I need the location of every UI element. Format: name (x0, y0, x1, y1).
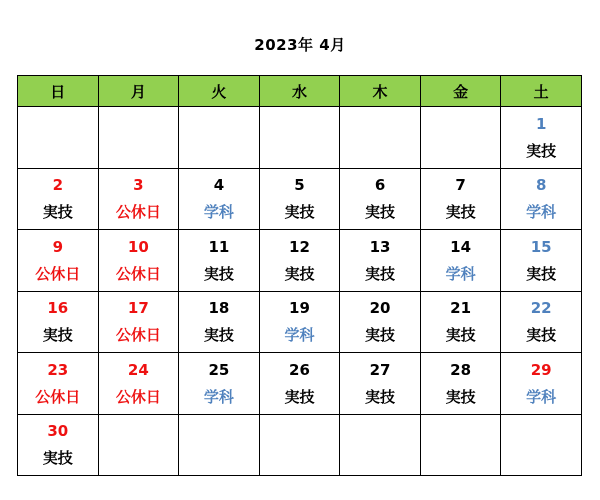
day-event: 学科 (526, 203, 557, 222)
day-event: 実技 (365, 326, 396, 345)
day-cell (340, 168, 421, 230)
day-cell-content (18, 176, 98, 221)
day-cell (179, 291, 260, 353)
day-number: 13 (369, 237, 391, 256)
day-cell (18, 353, 99, 415)
day-number: 2 (52, 176, 63, 195)
day-cell (98, 353, 179, 415)
day-cell-content (340, 299, 420, 344)
day-event: 実技 (284, 387, 315, 406)
day-cell (18, 230, 99, 292)
day-number: 21 (450, 299, 472, 318)
day-event: 実技 (203, 264, 234, 283)
day-event: 実技 (284, 264, 315, 283)
day-cell-content (501, 299, 581, 344)
day-event: 公休日 (115, 326, 161, 345)
weekday-header-sun: 日 (18, 76, 99, 107)
day-cell-content (501, 115, 581, 160)
day-cell (179, 168, 260, 230)
day-cell (18, 291, 99, 353)
weekday-header-fri: 金 (420, 76, 501, 107)
day-cell (340, 230, 421, 292)
empty-day-cell (259, 414, 340, 476)
day-cell (501, 230, 582, 292)
day-event: 実技 (365, 387, 396, 406)
day-number: 6 (374, 176, 386, 195)
day-cell-content (260, 299, 340, 344)
calendar-table (17, 75, 582, 476)
day-event: 学科 (203, 387, 234, 406)
day-number: 29 (530, 360, 552, 379)
day-cell-content (340, 361, 420, 406)
day-event: 実技 (445, 326, 476, 345)
day-event: 実技 (445, 387, 476, 406)
day-cell-content (18, 422, 98, 467)
week-row (18, 414, 582, 476)
day-event: 実技 (526, 141, 557, 160)
day-cell (420, 353, 501, 415)
day-cell-content (501, 176, 581, 221)
day-cell (501, 168, 582, 230)
day-cell-content (179, 299, 259, 344)
day-number: 3 (133, 176, 144, 195)
day-cell (98, 291, 179, 353)
day-number: 20 (369, 299, 391, 318)
day-event: 公休日 (115, 387, 161, 406)
day-event: 公休日 (115, 203, 161, 222)
day-cell (420, 168, 501, 230)
day-cell-content (99, 238, 179, 283)
day-cell (501, 291, 582, 353)
week-row (18, 168, 582, 230)
day-number: 25 (208, 360, 230, 379)
day-cell (420, 230, 501, 292)
day-cell (179, 230, 260, 292)
day-number: 18 (208, 299, 230, 318)
day-number: 17 (127, 299, 149, 318)
day-cell-content (179, 361, 259, 406)
day-cell-content (421, 238, 501, 283)
weekday-header-mon: 月 (98, 76, 179, 107)
day-event: 公休日 (115, 264, 161, 283)
day-cell-content (99, 176, 179, 221)
day-number: 26 (289, 360, 310, 379)
day-event: 実技 (284, 203, 315, 222)
day-cell (501, 353, 582, 415)
day-event: 実技 (365, 264, 396, 283)
day-event: 実技 (445, 203, 476, 222)
day-number: 22 (530, 299, 552, 318)
day-cell (259, 291, 340, 353)
day-number: 7 (455, 176, 466, 195)
day-event: 学科 (526, 387, 557, 406)
day-cell (259, 230, 340, 292)
empty-day-cell (98, 107, 179, 169)
day-number: 14 (450, 237, 472, 256)
day-cell-content (260, 238, 340, 283)
day-cell-content (421, 176, 501, 221)
empty-day-cell (259, 107, 340, 169)
day-cell-content (18, 299, 98, 344)
day-cell (98, 168, 179, 230)
day-number: 5 (294, 176, 305, 195)
day-number: 19 (289, 299, 310, 318)
day-cell-content (99, 361, 179, 406)
day-event: 実技 (42, 203, 73, 222)
day-cell (259, 168, 340, 230)
day-cell-content (421, 361, 501, 406)
day-event: 学科 (445, 264, 476, 283)
calendar-title: 2023年 4月 (254, 36, 346, 54)
day-event: 実技 (203, 326, 234, 345)
day-cell-content (340, 176, 420, 221)
day-number: 30 (47, 422, 69, 441)
empty-day-cell (98, 414, 179, 476)
day-cell-content (260, 361, 340, 406)
weekday-header-row (18, 76, 582, 107)
empty-day-cell (501, 414, 582, 476)
weekday-header-wed: 水 (259, 76, 340, 107)
empty-day-cell (340, 414, 421, 476)
weekday-header-thu: 木 (340, 76, 421, 107)
day-cell-content (99, 299, 179, 344)
weekday-header-sat: 土 (501, 76, 582, 107)
day-cell (18, 168, 99, 230)
empty-day-cell (340, 107, 421, 169)
day-number: 8 (535, 176, 547, 195)
empty-day-cell (420, 414, 501, 476)
day-cell (420, 291, 501, 353)
day-number: 1 (535, 114, 547, 133)
day-cell-content (18, 361, 98, 406)
day-number: 28 (450, 360, 472, 379)
day-cell (340, 291, 421, 353)
day-number: 15 (530, 237, 552, 256)
day-event: 実技 (42, 449, 73, 468)
day-cell-content (260, 176, 340, 221)
week-row (18, 291, 582, 353)
day-event: 学科 (284, 326, 315, 345)
day-event: 学科 (203, 203, 234, 222)
day-number: 27 (369, 360, 391, 379)
day-number: 4 (213, 176, 225, 195)
day-cell-content (179, 238, 259, 283)
day-event: 公休日 (35, 264, 81, 283)
day-cell-content (501, 361, 581, 406)
weekday-header-tue: 火 (179, 76, 260, 107)
day-cell-content (421, 299, 501, 344)
day-event: 実技 (526, 264, 557, 283)
day-cell-content (340, 238, 420, 283)
empty-day-cell (179, 107, 260, 169)
week-row (18, 107, 582, 169)
day-number: 9 (52, 237, 63, 256)
day-cell (179, 353, 260, 415)
day-number: 24 (127, 360, 149, 379)
week-row (18, 353, 582, 415)
day-cell (501, 107, 582, 169)
day-cell (98, 230, 179, 292)
day-cell-content (18, 238, 98, 283)
day-event: 公休日 (35, 387, 81, 406)
empty-day-cell (18, 107, 99, 169)
day-cell (18, 414, 99, 476)
day-cell (259, 353, 340, 415)
day-cell-content (179, 176, 259, 221)
day-number: 11 (208, 237, 230, 256)
day-number: 23 (47, 360, 69, 379)
week-row (18, 230, 582, 292)
day-event: 実技 (526, 326, 557, 345)
day-event: 実技 (365, 203, 396, 222)
calendar-body (18, 107, 582, 476)
day-number: 10 (127, 237, 149, 256)
empty-day-cell (420, 107, 501, 169)
day-cell-content (501, 238, 581, 283)
day-event: 実技 (42, 326, 73, 345)
day-number: 12 (289, 237, 310, 256)
day-cell (340, 353, 421, 415)
day-number: 16 (47, 299, 69, 318)
empty-day-cell (179, 414, 260, 476)
